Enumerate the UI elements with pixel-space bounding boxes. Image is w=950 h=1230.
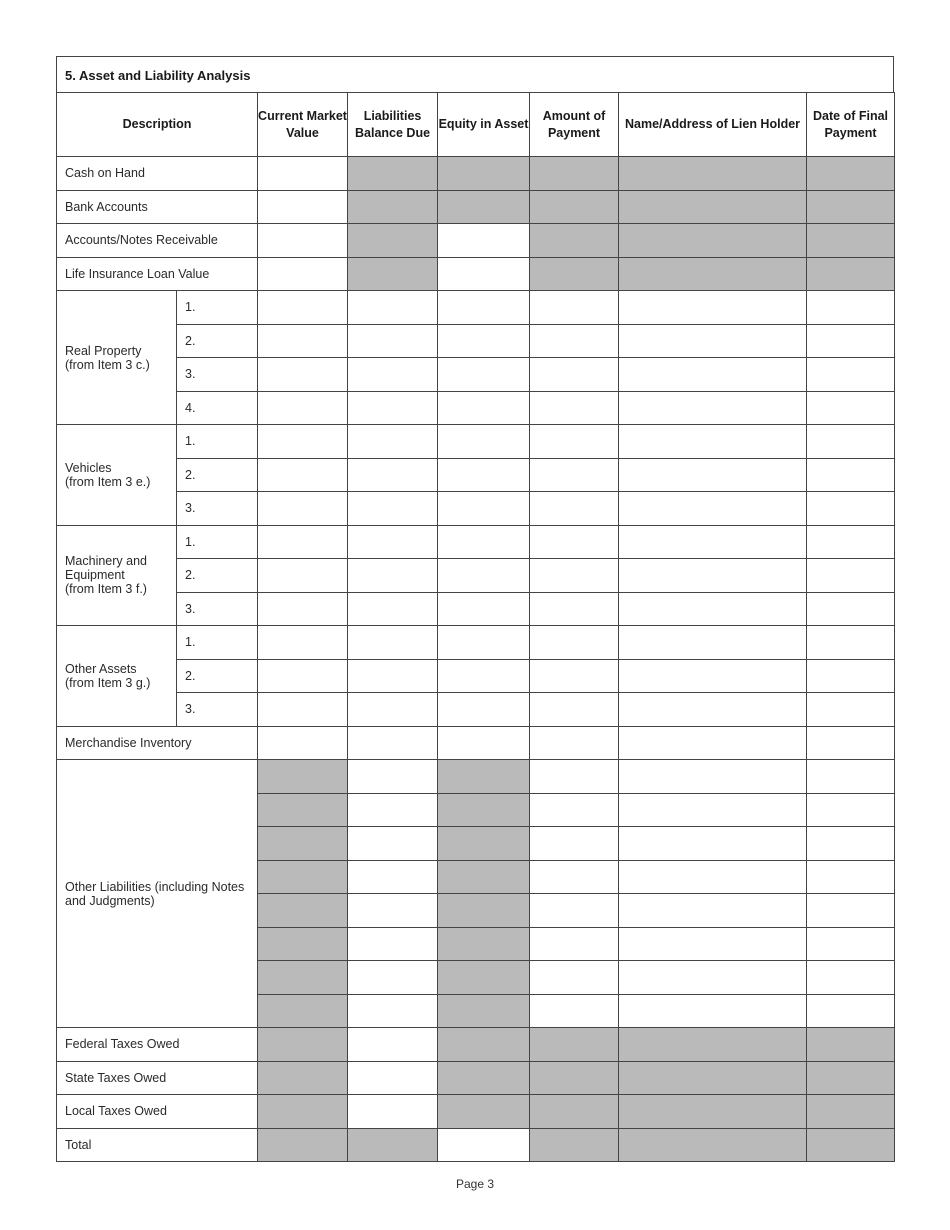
vehicles-lien-holder-cell[interactable]	[619, 425, 807, 459]
real-property-amount-of-payment-cell[interactable]	[530, 324, 619, 358]
bank-accounts-amount-of-payment-cell	[530, 190, 619, 224]
header-lien-holder: Name/Address of Lien Holder	[619, 93, 807, 157]
federal-taxes-owed-equity-in-asset-cell	[438, 1028, 530, 1062]
header-liabilities-balance-due: Liabilities Balance Due	[348, 93, 438, 157]
vehicles-current-market-value-cell[interactable]	[258, 458, 348, 492]
other-liabilities-amount-of-payment-cell[interactable]	[530, 994, 619, 1028]
other-liabilities-liabilities-balance-due-cell[interactable]	[348, 827, 438, 861]
real-property-label: Real Property (from Item 3 c.)	[57, 291, 177, 425]
machinery-equipment-lien-holder-cell[interactable]	[619, 525, 807, 559]
other-liabilities-current-market-value-cell	[258, 760, 348, 794]
real-property-equity-in-asset-cell[interactable]	[438, 391, 530, 425]
other-assets-equity-in-asset-cell[interactable]	[438, 693, 530, 727]
vehicles-date-final-payment-cell[interactable]	[807, 492, 895, 526]
state-taxes-owed-date-final-payment-cell	[807, 1061, 895, 1095]
life-insurance-loan-value-date-final-payment-cell	[807, 257, 895, 291]
other-assets-lien-holder-cell[interactable]	[619, 626, 807, 660]
federal-taxes-owed-row	[57, 1028, 895, 1062]
other-liabilities-liabilities-balance-due-cell[interactable]	[348, 760, 438, 794]
other-liabilities-liabilities-balance-due-cell[interactable]	[348, 793, 438, 827]
other-liabilities-liabilities-balance-due-cell[interactable]	[348, 894, 438, 928]
other-liabilities-liabilities-balance-due-cell[interactable]	[348, 927, 438, 961]
state-taxes-owed-row	[57, 1061, 895, 1095]
other-liabilities-current-market-value-cell	[258, 927, 348, 961]
cash-on-hand-label: Cash on Hand	[57, 157, 258, 191]
other-liabilities-equity-in-asset-cell	[438, 793, 530, 827]
real-property-row	[57, 324, 895, 358]
vehicles-item-number: 2.	[177, 458, 258, 492]
vehicles-item-number: 3.	[177, 492, 258, 526]
vehicles-item-number: 1.	[177, 425, 258, 459]
page-number: Page 3	[455, 1177, 495, 1191]
other-liabilities-current-market-value-cell	[258, 994, 348, 1028]
local-taxes-owed-label: Local Taxes Owed	[57, 1095, 258, 1129]
other-liabilities-current-market-value-cell	[258, 894, 348, 928]
vehicles-row	[57, 458, 895, 492]
local-taxes-owed-liabilities-balance-due-cell[interactable]	[348, 1095, 438, 1129]
vehicles-equity-in-asset-cell[interactable]	[438, 458, 530, 492]
life-insurance-loan-value-label: Life Insurance Loan Value	[57, 257, 258, 291]
other-liabilities-date-final-payment-cell[interactable]	[807, 994, 895, 1028]
total-current-market-value-cell	[258, 1128, 348, 1162]
life-insurance-loan-value-liabilities-balance-due-cell	[348, 257, 438, 291]
other-liabilities-equity-in-asset-cell	[438, 860, 530, 894]
machinery-equipment-label: Machinery and Equipment (from Item 3 f.)	[57, 525, 177, 626]
real-property-lien-holder-cell[interactable]	[619, 324, 807, 358]
other-assets-item-number: 3.	[177, 693, 258, 727]
real-property-date-final-payment-cell[interactable]	[807, 291, 895, 325]
merchandise-inventory-lien-holder-cell[interactable]	[619, 726, 807, 760]
real-property-current-market-value-cell[interactable]	[258, 391, 348, 425]
other-liabilities-equity-in-asset-cell	[438, 927, 530, 961]
other-liabilities-date-final-payment-cell[interactable]	[807, 827, 895, 861]
machinery-equipment-row	[57, 559, 895, 593]
other-assets-liabilities-balance-due-cell[interactable]	[348, 659, 438, 693]
vehicles-lien-holder-cell[interactable]	[619, 492, 807, 526]
vehicles-date-final-payment-cell[interactable]	[807, 425, 895, 459]
header-date-final-payment: Date of Final Payment	[807, 93, 895, 157]
machinery-equipment-liabilities-balance-due-cell[interactable]	[348, 592, 438, 626]
machinery-equipment-liabilities-balance-due-cell[interactable]	[348, 559, 438, 593]
machinery-equipment-row	[57, 525, 895, 559]
real-property-amount-of-payment-cell[interactable]	[530, 391, 619, 425]
real-property-row	[57, 391, 895, 425]
other-assets-date-final-payment-cell[interactable]	[807, 693, 895, 727]
real-property-lien-holder-cell[interactable]	[619, 291, 807, 325]
real-property-lien-holder-cell[interactable]	[619, 358, 807, 392]
accounts-notes-receivable-date-final-payment-cell	[807, 224, 895, 258]
other-liabilities-current-market-value-cell	[258, 793, 348, 827]
vehicles-row	[57, 492, 895, 526]
real-property-current-market-value-cell[interactable]	[258, 358, 348, 392]
accounts-notes-receivable-lien-holder-cell	[619, 224, 807, 258]
machinery-equipment-date-final-payment-cell[interactable]	[807, 525, 895, 559]
state-taxes-owed-amount-of-payment-cell	[530, 1061, 619, 1095]
real-property-current-market-value-cell[interactable]	[258, 324, 348, 358]
machinery-equipment-item-number: 2.	[177, 559, 258, 593]
real-property-liabilities-balance-due-cell[interactable]	[348, 358, 438, 392]
other-liabilities-date-final-payment-cell[interactable]	[807, 894, 895, 928]
total-liabilities-balance-due-cell	[348, 1128, 438, 1162]
machinery-equipment-current-market-value-cell[interactable]	[258, 559, 348, 593]
bank-accounts-liabilities-balance-due-cell	[348, 190, 438, 224]
cash-on-hand-lien-holder-cell	[619, 157, 807, 191]
other-assets-row	[57, 693, 895, 727]
other-liabilities-date-final-payment-cell[interactable]	[807, 760, 895, 794]
other-assets-liabilities-balance-due-cell[interactable]	[348, 626, 438, 660]
vehicles-row	[57, 425, 895, 459]
total-label: Total	[57, 1128, 258, 1162]
machinery-equipment-item-number: 3.	[177, 592, 258, 626]
life-insurance-loan-value-row	[57, 257, 895, 291]
other-liabilities-current-market-value-cell	[258, 860, 348, 894]
real-property-date-final-payment-cell[interactable]	[807, 324, 895, 358]
accounts-notes-receivable-equity-in-asset-cell[interactable]	[438, 224, 530, 258]
state-taxes-owed-current-market-value-cell	[258, 1061, 348, 1095]
accounts-notes-receivable-liabilities-balance-due-cell	[348, 224, 438, 258]
real-property-item-number: 2.	[177, 324, 258, 358]
merchandise-inventory-label: Merchandise Inventory	[57, 726, 258, 760]
real-property-row	[57, 358, 895, 392]
other-liabilities-amount-of-payment-cell[interactable]	[530, 927, 619, 961]
state-taxes-owed-lien-holder-cell	[619, 1061, 807, 1095]
other-liabilities-amount-of-payment-cell[interactable]	[530, 760, 619, 794]
total-equity-in-asset-cell[interactable]	[438, 1128, 530, 1162]
other-liabilities-amount-of-payment-cell[interactable]	[530, 827, 619, 861]
local-taxes-owed-amount-of-payment-cell	[530, 1095, 619, 1129]
life-insurance-loan-value-amount-of-payment-cell	[530, 257, 619, 291]
bank-accounts-label: Bank Accounts	[57, 190, 258, 224]
local-taxes-owed-date-final-payment-cell	[807, 1095, 895, 1129]
real-property-equity-in-asset-cell[interactable]	[438, 358, 530, 392]
federal-taxes-owed-lien-holder-cell	[619, 1028, 807, 1062]
other-assets-current-market-value-cell[interactable]	[258, 693, 348, 727]
other-liabilities-lien-holder-cell[interactable]	[619, 927, 807, 961]
vehicles-amount-of-payment-cell[interactable]	[530, 458, 619, 492]
other-liabilities-equity-in-asset-cell	[438, 994, 530, 1028]
vehicles-liabilities-balance-due-cell[interactable]	[348, 425, 438, 459]
machinery-equipment-equity-in-asset-cell[interactable]	[438, 525, 530, 559]
other-assets-amount-of-payment-cell[interactable]	[530, 693, 619, 727]
other-liabilities-equity-in-asset-cell	[438, 827, 530, 861]
machinery-equipment-equity-in-asset-cell[interactable]	[438, 592, 530, 626]
vehicles-amount-of-payment-cell[interactable]	[530, 425, 619, 459]
machinery-equipment-amount-of-payment-cell[interactable]	[530, 525, 619, 559]
real-property-item-number: 1.	[177, 291, 258, 325]
other-assets-date-final-payment-cell[interactable]	[807, 659, 895, 693]
other-liabilities-lien-holder-cell[interactable]	[619, 994, 807, 1028]
other-liabilities-lien-holder-cell[interactable]	[619, 860, 807, 894]
other-liabilities-amount-of-payment-cell[interactable]	[530, 894, 619, 928]
life-insurance-loan-value-equity-in-asset-cell[interactable]	[438, 257, 530, 291]
other-liabilities-lien-holder-cell[interactable]	[619, 894, 807, 928]
merchandise-inventory-liabilities-balance-due-cell[interactable]	[348, 726, 438, 760]
other-assets-liabilities-balance-due-cell[interactable]	[348, 693, 438, 727]
other-assets-equity-in-asset-cell[interactable]	[438, 659, 530, 693]
real-property-date-final-payment-cell[interactable]	[807, 358, 895, 392]
other-assets-row	[57, 659, 895, 693]
section-title: 5. Asset and Liability Analysis	[56, 56, 894, 93]
local-taxes-owed-row	[57, 1095, 895, 1129]
other-liabilities-date-final-payment-cell[interactable]	[807, 927, 895, 961]
other-liabilities-lien-holder-cell[interactable]	[619, 793, 807, 827]
other-liabilities-liabilities-balance-due-cell[interactable]	[348, 961, 438, 995]
vehicles-label: Vehicles (from Item 3 e.)	[57, 425, 177, 526]
other-liabilities-date-final-payment-cell[interactable]	[807, 793, 895, 827]
state-taxes-owed-label: State Taxes Owed	[57, 1061, 258, 1095]
other-liabilities-row	[57, 760, 895, 794]
other-assets-item-number: 2.	[177, 659, 258, 693]
other-liabilities-liabilities-balance-due-cell[interactable]	[348, 994, 438, 1028]
other-liabilities-amount-of-payment-cell[interactable]	[530, 961, 619, 995]
other-liabilities-date-final-payment-cell[interactable]	[807, 860, 895, 894]
real-property-liabilities-balance-due-cell[interactable]	[348, 291, 438, 325]
header-row	[57, 93, 895, 157]
machinery-equipment-liabilities-balance-due-cell[interactable]	[348, 525, 438, 559]
vehicles-liabilities-balance-due-cell[interactable]	[348, 492, 438, 526]
vehicles-liabilities-balance-due-cell[interactable]	[348, 458, 438, 492]
bank-accounts-date-final-payment-cell	[807, 190, 895, 224]
asset-liability-table	[56, 92, 895, 1162]
merchandise-inventory-row	[57, 726, 895, 760]
other-assets-row	[57, 626, 895, 660]
bank-accounts-equity-in-asset-cell	[438, 190, 530, 224]
total-lien-holder-cell	[619, 1128, 807, 1162]
other-liabilities-lien-holder-cell[interactable]	[619, 961, 807, 995]
other-assets-current-market-value-cell[interactable]	[258, 626, 348, 660]
other-liabilities-amount-of-payment-cell[interactable]	[530, 793, 619, 827]
other-assets-lien-holder-cell[interactable]	[619, 693, 807, 727]
real-property-amount-of-payment-cell[interactable]	[530, 291, 619, 325]
life-insurance-loan-value-current-market-value-cell[interactable]	[258, 257, 348, 291]
machinery-equipment-equity-in-asset-cell[interactable]	[438, 559, 530, 593]
other-assets-equity-in-asset-cell[interactable]	[438, 626, 530, 660]
vehicles-equity-in-asset-cell[interactable]	[438, 425, 530, 459]
real-property-liabilities-balance-due-cell[interactable]	[348, 324, 438, 358]
state-taxes-owed-equity-in-asset-cell	[438, 1061, 530, 1095]
header-equity-in-asset: Equity in Asset	[438, 93, 530, 157]
asset-liability-form	[56, 56, 894, 1162]
machinery-equipment-current-market-value-cell[interactable]	[258, 525, 348, 559]
other-assets-label: Other Assets (from Item 3 g.)	[57, 626, 177, 727]
machinery-equipment-current-market-value-cell[interactable]	[258, 592, 348, 626]
cash-on-hand-current-market-value-cell[interactable]	[258, 157, 348, 191]
real-property-equity-in-asset-cell[interactable]	[438, 291, 530, 325]
other-liabilities-equity-in-asset-cell	[438, 961, 530, 995]
machinery-equipment-lien-holder-cell[interactable]	[619, 559, 807, 593]
other-liabilities-date-final-payment-cell[interactable]	[807, 961, 895, 995]
vehicles-lien-holder-cell[interactable]	[619, 458, 807, 492]
vehicles-date-final-payment-cell[interactable]	[807, 458, 895, 492]
cash-on-hand-equity-in-asset-cell	[438, 157, 530, 191]
other-liabilities-lien-holder-cell[interactable]	[619, 827, 807, 861]
cash-on-hand-date-final-payment-cell	[807, 157, 895, 191]
other-assets-current-market-value-cell[interactable]	[258, 659, 348, 693]
other-assets-lien-holder-cell[interactable]	[619, 659, 807, 693]
other-assets-amount-of-payment-cell[interactable]	[530, 659, 619, 693]
machinery-equipment-item-number: 1.	[177, 525, 258, 559]
other-liabilities-liabilities-balance-due-cell[interactable]	[348, 860, 438, 894]
real-property-item-number: 4.	[177, 391, 258, 425]
federal-taxes-owed-label: Federal Taxes Owed	[57, 1028, 258, 1062]
machinery-equipment-lien-holder-cell[interactable]	[619, 592, 807, 626]
accounts-notes-receivable-current-market-value-cell[interactable]	[258, 224, 348, 258]
bank-accounts-current-market-value-cell[interactable]	[258, 190, 348, 224]
real-property-row	[57, 291, 895, 325]
real-property-current-market-value-cell[interactable]	[258, 291, 348, 325]
other-assets-item-number: 1.	[177, 626, 258, 660]
cash-on-hand-liabilities-balance-due-cell	[348, 157, 438, 191]
life-insurance-loan-value-lien-holder-cell	[619, 257, 807, 291]
vehicles-current-market-value-cell[interactable]	[258, 425, 348, 459]
merchandise-inventory-amount-of-payment-cell[interactable]	[530, 726, 619, 760]
machinery-equipment-amount-of-payment-cell[interactable]	[530, 559, 619, 593]
machinery-equipment-row	[57, 592, 895, 626]
real-property-lien-holder-cell[interactable]	[619, 391, 807, 425]
merchandise-inventory-equity-in-asset-cell[interactable]	[438, 726, 530, 760]
bank-accounts-row	[57, 190, 895, 224]
total-date-final-payment-cell	[807, 1128, 895, 1162]
federal-taxes-owed-liabilities-balance-due-cell[interactable]	[348, 1028, 438, 1062]
machinery-equipment-date-final-payment-cell[interactable]	[807, 592, 895, 626]
accounts-notes-receivable-label: Accounts/Notes Receivable	[57, 224, 258, 258]
machinery-equipment-amount-of-payment-cell[interactable]	[530, 592, 619, 626]
accounts-notes-receivable-amount-of-payment-cell	[530, 224, 619, 258]
other-liabilities-equity-in-asset-cell	[438, 894, 530, 928]
federal-taxes-owed-current-market-value-cell	[258, 1028, 348, 1062]
real-property-amount-of-payment-cell[interactable]	[530, 358, 619, 392]
merchandise-inventory-current-market-value-cell[interactable]	[258, 726, 348, 760]
header-amount-of-payment: Amount of Payment	[530, 93, 619, 157]
accounts-notes-receivable-row	[57, 224, 895, 258]
state-taxes-owed-liabilities-balance-due-cell[interactable]	[348, 1061, 438, 1095]
other-liabilities-amount-of-payment-cell[interactable]	[530, 860, 619, 894]
federal-taxes-owed-date-final-payment-cell	[807, 1028, 895, 1062]
real-property-date-final-payment-cell[interactable]	[807, 391, 895, 425]
merchandise-inventory-date-final-payment-cell[interactable]	[807, 726, 895, 760]
real-property-item-number: 3.	[177, 358, 258, 392]
vehicles-equity-in-asset-cell[interactable]	[438, 492, 530, 526]
other-liabilities-equity-in-asset-cell	[438, 760, 530, 794]
cash-on-hand-amount-of-payment-cell	[530, 157, 619, 191]
other-liabilities-lien-holder-cell[interactable]	[619, 760, 807, 794]
cash-on-hand-row	[57, 157, 895, 191]
other-assets-amount-of-payment-cell[interactable]	[530, 626, 619, 660]
machinery-equipment-date-final-payment-cell[interactable]	[807, 559, 895, 593]
total-amount-of-payment-cell	[530, 1128, 619, 1162]
vehicles-current-market-value-cell[interactable]	[258, 492, 348, 526]
local-taxes-owed-lien-holder-cell	[619, 1095, 807, 1129]
bank-accounts-lien-holder-cell	[619, 190, 807, 224]
local-taxes-owed-current-market-value-cell	[258, 1095, 348, 1129]
other-liabilities-current-market-value-cell	[258, 827, 348, 861]
vehicles-amount-of-payment-cell[interactable]	[530, 492, 619, 526]
federal-taxes-owed-amount-of-payment-cell	[530, 1028, 619, 1062]
real-property-liabilities-balance-due-cell[interactable]	[348, 391, 438, 425]
header-current-market-value: Current Market Value	[258, 93, 348, 157]
other-liabilities-current-market-value-cell	[258, 961, 348, 995]
other-liabilities-label: Other Liabilities (including Notes and Judgments)	[57, 760, 258, 1028]
other-assets-date-final-payment-cell[interactable]	[807, 626, 895, 660]
header-description: Description	[57, 93, 258, 157]
real-property-equity-in-asset-cell[interactable]	[438, 324, 530, 358]
total-row	[57, 1128, 895, 1162]
local-taxes-owed-equity-in-asset-cell	[438, 1095, 530, 1129]
